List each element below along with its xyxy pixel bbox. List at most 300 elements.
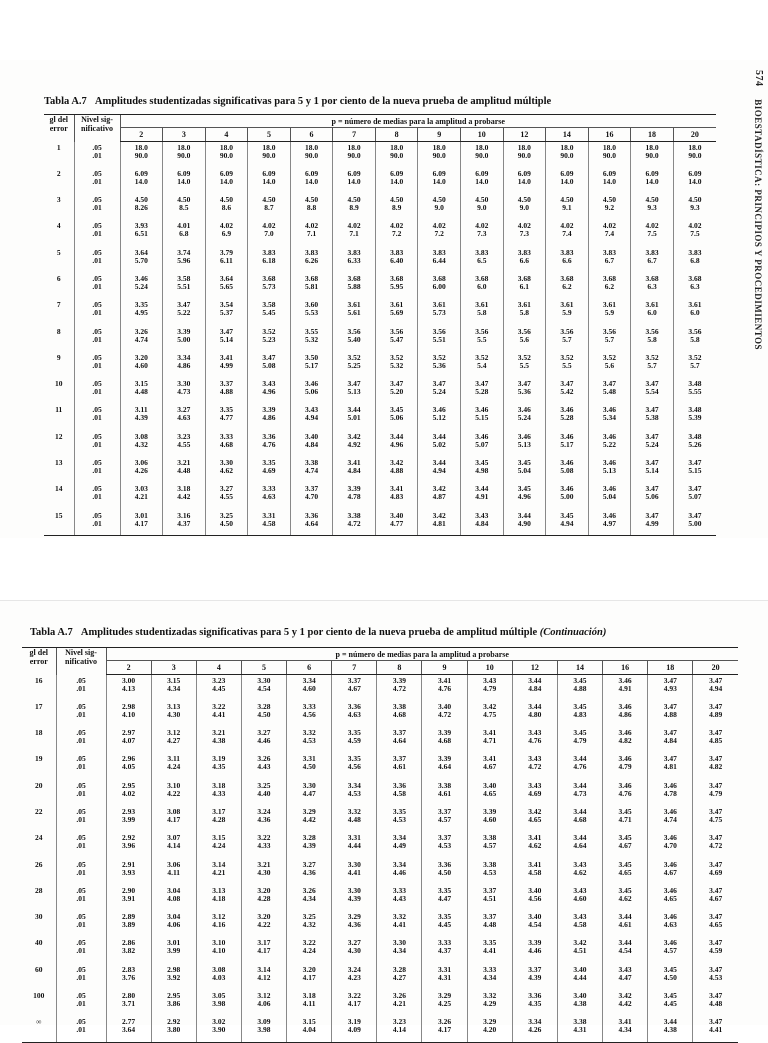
table-caption: Amplitudes studentizadas significativas para 5 y 1 por ciento de la nueva prueba de amplitud múltiple bbox=[94, 96, 552, 107]
value-pair bbox=[674, 299, 716, 317]
value-01: 6.0 bbox=[477, 281, 487, 291]
value-pair bbox=[248, 273, 290, 291]
level-value: .01 bbox=[76, 709, 86, 719]
value-05: 3.43 bbox=[573, 885, 587, 895]
value-pair bbox=[242, 780, 286, 798]
value-01: 8.9 bbox=[349, 203, 359, 213]
value-cell bbox=[603, 701, 648, 727]
value-01: 4.48 bbox=[709, 999, 723, 1009]
value-cell bbox=[333, 510, 376, 536]
value-cell bbox=[557, 727, 602, 753]
value-05: 3.44 bbox=[573, 780, 587, 790]
value-cell bbox=[557, 885, 602, 911]
value-pair bbox=[558, 911, 602, 929]
value-05: 3.56 bbox=[390, 326, 404, 336]
value-05: 3.30 bbox=[302, 780, 316, 790]
value-05: 3.52 bbox=[262, 326, 276, 336]
value-01: 5.02 bbox=[432, 439, 446, 449]
level-cell bbox=[74, 510, 120, 536]
value-pair bbox=[333, 378, 375, 396]
value-cell bbox=[588, 299, 631, 325]
value-01: 4.17 bbox=[437, 1025, 452, 1035]
value-cell bbox=[375, 431, 418, 457]
value-05: 3.47 bbox=[262, 352, 276, 362]
value-01: 4.59 bbox=[347, 736, 361, 746]
value-05: 3.27 bbox=[302, 859, 316, 869]
level-pair bbox=[75, 483, 120, 501]
value-05: 6.09 bbox=[262, 168, 276, 178]
value-01: 4.82 bbox=[618, 736, 632, 746]
value-05: 18.0 bbox=[390, 143, 404, 152]
value-pair bbox=[197, 806, 241, 824]
value-01: 4.12 bbox=[257, 972, 271, 982]
value-pair bbox=[513, 859, 557, 877]
value-pair bbox=[422, 859, 466, 877]
value-cell bbox=[467, 780, 512, 806]
value-01: 4.88 bbox=[390, 466, 404, 476]
value-01: 4.94 bbox=[709, 684, 723, 693]
value-01: 5.07 bbox=[475, 439, 489, 449]
table-row bbox=[44, 247, 716, 273]
level-cell bbox=[56, 806, 106, 832]
value-01: 7.2 bbox=[434, 229, 444, 239]
value-pair bbox=[461, 299, 503, 317]
value-cell bbox=[503, 457, 546, 483]
value-pair bbox=[287, 990, 331, 1008]
df-cell bbox=[22, 780, 56, 806]
value-pair bbox=[418, 378, 460, 396]
value-01: 5.7 bbox=[647, 360, 657, 370]
value-pair bbox=[242, 727, 286, 745]
value-cell bbox=[375, 299, 418, 325]
value-cell bbox=[196, 937, 241, 963]
value-01: 4.99 bbox=[219, 360, 233, 370]
value-pair bbox=[197, 753, 241, 771]
value-pair bbox=[377, 885, 421, 903]
value-05: 3.38 bbox=[437, 780, 452, 790]
value-05: 3.36 bbox=[304, 510, 319, 520]
value-05: 3.13 bbox=[167, 701, 181, 711]
value-pair bbox=[422, 675, 466, 693]
value-01: 5.08 bbox=[560, 466, 574, 476]
value-01: 4.33 bbox=[212, 788, 226, 798]
value-05: 3.34 bbox=[177, 352, 191, 362]
value-pair bbox=[603, 937, 647, 955]
level-cell bbox=[74, 247, 120, 273]
value-01: 4.53 bbox=[347, 788, 361, 798]
value-cell bbox=[557, 806, 602, 832]
value-01: 4.48 bbox=[483, 920, 497, 930]
value-cell bbox=[422, 727, 467, 753]
value-cell bbox=[290, 378, 333, 404]
value-01: 5.51 bbox=[432, 334, 446, 344]
value-cell bbox=[205, 352, 248, 378]
value-pair bbox=[152, 911, 196, 929]
value-01: 5.23 bbox=[262, 334, 276, 344]
level-value: .05 bbox=[92, 221, 102, 231]
level-value: .05 bbox=[92, 300, 102, 310]
value-01: 6.26 bbox=[304, 255, 319, 265]
value-cell bbox=[546, 457, 589, 483]
value-pair bbox=[513, 780, 557, 798]
value-cell bbox=[106, 675, 151, 701]
value-cell bbox=[106, 1016, 151, 1042]
df-cell bbox=[22, 1016, 56, 1042]
value-05: 3.46 bbox=[618, 701, 632, 711]
value-01: 5.13 bbox=[602, 466, 617, 476]
value-pair bbox=[631, 273, 673, 291]
value-cell bbox=[287, 911, 332, 937]
value-01: 4.17 bbox=[257, 946, 271, 956]
table-row bbox=[22, 911, 738, 937]
value-cell bbox=[546, 378, 589, 404]
value-pair bbox=[648, 937, 692, 955]
value-cell bbox=[375, 352, 418, 378]
value-05: 3.47 bbox=[709, 991, 723, 1001]
value-pair bbox=[418, 352, 460, 370]
value-05: 3.39 bbox=[437, 728, 452, 738]
value-cell bbox=[248, 378, 291, 404]
value-05: 3.47 bbox=[709, 1017, 723, 1027]
value-pair bbox=[693, 885, 738, 903]
value-01: 4.70 bbox=[663, 841, 677, 851]
df-cell bbox=[44, 273, 74, 299]
value-01: 90.0 bbox=[688, 151, 702, 160]
value-cell bbox=[377, 780, 422, 806]
value-pair bbox=[422, 753, 466, 771]
value-05: 3.52 bbox=[645, 352, 659, 362]
value-cell bbox=[673, 404, 716, 430]
value-pair bbox=[674, 510, 716, 528]
value-pair bbox=[291, 168, 333, 186]
value-pair bbox=[589, 247, 631, 265]
value-05: 3.17 bbox=[212, 806, 226, 816]
value-cell bbox=[418, 194, 461, 220]
value-cell bbox=[418, 352, 461, 378]
value-cell bbox=[503, 299, 546, 325]
value-05: 3.39 bbox=[177, 326, 191, 336]
value-05: 3.10 bbox=[212, 938, 226, 948]
value-05: 3.46 bbox=[663, 912, 677, 922]
value-05: 18.0 bbox=[347, 143, 361, 152]
value-01: 4.61 bbox=[392, 762, 406, 772]
value-pair bbox=[163, 220, 205, 238]
value-pair bbox=[291, 510, 333, 528]
value-05: 3.41 bbox=[528, 833, 542, 843]
value-05: 3.40 bbox=[573, 964, 587, 974]
value-01: 4.73 bbox=[177, 387, 191, 397]
value-pair bbox=[648, 780, 692, 798]
df-cell bbox=[44, 299, 74, 325]
value-05: 3.79 bbox=[219, 247, 233, 257]
value-cell bbox=[631, 483, 674, 509]
value-01: 4.54 bbox=[257, 684, 271, 693]
value-pair bbox=[546, 483, 588, 501]
header-p-value: 8 bbox=[377, 661, 422, 675]
value-cell bbox=[512, 1016, 557, 1042]
value-01: 6.18 bbox=[262, 255, 276, 265]
value-pair bbox=[376, 457, 418, 475]
value-01: 6.2 bbox=[604, 281, 615, 291]
value-05: 2.98 bbox=[122, 701, 136, 711]
value-pair bbox=[603, 727, 647, 745]
value-05: 3.44 bbox=[618, 938, 632, 948]
value-01: 5.17 bbox=[560, 439, 574, 449]
value-01: 4.25 bbox=[437, 999, 452, 1009]
value-cell bbox=[151, 885, 196, 911]
value-pair bbox=[333, 352, 375, 370]
value-05: 4.50 bbox=[304, 195, 319, 205]
value-cell bbox=[106, 937, 151, 963]
value-cell bbox=[151, 832, 196, 858]
df-value: 5 bbox=[56, 247, 61, 257]
value-pair bbox=[648, 675, 692, 693]
value-pair bbox=[332, 806, 376, 824]
value-cell bbox=[290, 142, 333, 168]
value-01: 4.42 bbox=[302, 814, 316, 824]
value-cell bbox=[205, 326, 248, 352]
value-cell bbox=[603, 885, 648, 911]
value-01: 5.42 bbox=[560, 387, 574, 397]
value-05: 3.39 bbox=[262, 405, 276, 415]
value-01: 4.43 bbox=[392, 893, 406, 903]
value-05: 3.26 bbox=[134, 326, 148, 336]
value-cell bbox=[241, 753, 286, 779]
value-01: 5.25 bbox=[347, 360, 361, 370]
df-cell bbox=[22, 753, 56, 779]
value-cell bbox=[377, 727, 422, 753]
value-05: 3.08 bbox=[167, 806, 181, 816]
value-05: 3.39 bbox=[483, 806, 497, 816]
value-05: 3.35 bbox=[347, 728, 361, 738]
value-pair bbox=[546, 404, 588, 422]
value-05: 3.33 bbox=[392, 885, 406, 895]
value-cell bbox=[461, 457, 504, 483]
page-top bbox=[0, 60, 768, 538]
df-cell bbox=[22, 937, 56, 963]
level-pair bbox=[75, 168, 120, 186]
level-cell bbox=[74, 457, 120, 483]
value-pair bbox=[558, 885, 602, 903]
level-cell bbox=[74, 378, 120, 404]
value-05: 3.41 bbox=[618, 1017, 632, 1027]
value-01: 4.81 bbox=[663, 762, 677, 772]
value-05: 3.61 bbox=[347, 300, 361, 310]
value-cell bbox=[648, 780, 693, 806]
value-01: 14.0 bbox=[304, 176, 319, 186]
value-cell bbox=[673, 457, 716, 483]
value-01: 5.07 bbox=[688, 492, 702, 502]
value-05: 3.09 bbox=[257, 1017, 271, 1027]
value-pair bbox=[287, 885, 331, 903]
value-01: 4.41 bbox=[483, 946, 497, 956]
value-01: 4.30 bbox=[257, 867, 271, 877]
value-01: 4.37 bbox=[437, 946, 452, 956]
df-value: 9 bbox=[56, 352, 61, 362]
value-cell bbox=[693, 885, 738, 911]
value-05: 3.40 bbox=[437, 701, 452, 711]
value-05: 4.02 bbox=[304, 221, 319, 231]
value-cell bbox=[120, 273, 163, 299]
value-pair bbox=[287, 832, 331, 850]
value-cell bbox=[290, 352, 333, 378]
value-pair bbox=[418, 273, 460, 291]
value-pair bbox=[291, 431, 333, 449]
value-05: 3.29 bbox=[302, 806, 316, 816]
value-cell bbox=[546, 142, 589, 168]
table-row bbox=[44, 352, 716, 378]
value-pair bbox=[558, 964, 602, 982]
value-05: 3.83 bbox=[262, 247, 276, 257]
table-caption: Amplitudes studentizadas significativas para 5 y 1 por ciento de la nueva prueba de amplitud múltiple bbox=[80, 627, 538, 638]
value-pair bbox=[332, 701, 376, 719]
value-05: 4.50 bbox=[134, 195, 148, 205]
level-value: .01 bbox=[92, 518, 102, 528]
value-pair bbox=[206, 168, 248, 186]
value-cell bbox=[512, 937, 557, 963]
value-pair bbox=[333, 273, 375, 291]
value-pair bbox=[291, 378, 333, 396]
value-01: 5.28 bbox=[475, 387, 489, 397]
value-cell bbox=[151, 753, 196, 779]
value-01: 4.56 bbox=[302, 709, 316, 719]
value-01: 5.24 bbox=[134, 281, 148, 291]
level-value: .01 bbox=[76, 841, 86, 851]
value-pair bbox=[206, 273, 248, 291]
value-cell bbox=[418, 273, 461, 299]
value-01: 4.22 bbox=[257, 920, 271, 930]
value-pair bbox=[121, 352, 163, 370]
value-cell bbox=[603, 832, 648, 858]
value-cell bbox=[588, 457, 631, 483]
value-cell bbox=[196, 885, 241, 911]
value-cell bbox=[196, 911, 241, 937]
value-cell bbox=[287, 964, 332, 990]
value-cell bbox=[693, 727, 738, 753]
value-01: 4.17 bbox=[347, 999, 361, 1009]
value-cell bbox=[603, 727, 648, 753]
value-pair bbox=[377, 990, 421, 1008]
level-pair bbox=[57, 937, 106, 955]
value-pair bbox=[648, 885, 692, 903]
level-value: .05 bbox=[92, 142, 102, 152]
value-cell bbox=[422, 990, 467, 1016]
value-cell bbox=[120, 220, 163, 246]
value-01: 5.6 bbox=[519, 334, 530, 344]
value-01: 4.96 bbox=[262, 387, 276, 397]
value-cell bbox=[248, 457, 291, 483]
value-pair bbox=[504, 431, 546, 449]
value-05: 3.48 bbox=[688, 379, 702, 389]
value-05: 3.45 bbox=[573, 728, 587, 738]
page-gap bbox=[0, 538, 768, 600]
value-05: 3.44 bbox=[663, 1017, 677, 1027]
value-01: 90.0 bbox=[432, 151, 446, 160]
value-01: 4.13 bbox=[122, 684, 136, 693]
value-cell bbox=[377, 937, 422, 963]
value-cell bbox=[693, 911, 738, 937]
value-05: 3.13 bbox=[212, 885, 226, 895]
value-01: 4.07 bbox=[122, 736, 136, 746]
value-cell bbox=[588, 352, 631, 378]
value-pair bbox=[332, 675, 376, 693]
header-p-value: 10 bbox=[467, 661, 512, 675]
value-pair bbox=[107, 675, 151, 693]
value-01: 4.64 bbox=[392, 736, 406, 746]
value-05: 3.12 bbox=[212, 912, 226, 922]
df-cell bbox=[44, 510, 74, 536]
table-row bbox=[22, 753, 738, 779]
header-level: Nivel sig- nificativo bbox=[56, 648, 106, 675]
value-cell bbox=[287, 701, 332, 727]
value-05: 3.44 bbox=[528, 676, 542, 685]
value-pair bbox=[121, 168, 163, 186]
value-01: 4.34 bbox=[392, 946, 406, 956]
table-row bbox=[44, 378, 716, 404]
value-cell bbox=[332, 727, 377, 753]
value-01: 4.34 bbox=[167, 684, 181, 693]
value-cell bbox=[467, 832, 512, 858]
value-pair bbox=[248, 510, 290, 528]
value-pair bbox=[504, 194, 546, 212]
value-01: 4.38 bbox=[212, 736, 226, 746]
value-05: 3.61 bbox=[390, 300, 404, 310]
value-cell bbox=[648, 727, 693, 753]
value-05: 18.0 bbox=[560, 143, 574, 152]
value-01: 4.09 bbox=[347, 1025, 361, 1035]
value-01: 4.34 bbox=[618, 1025, 632, 1035]
value-pair bbox=[648, 859, 692, 877]
value-pair bbox=[163, 352, 205, 370]
value-05: 3.47 bbox=[645, 431, 659, 441]
value-01: 4.53 bbox=[302, 736, 316, 746]
value-pair bbox=[248, 142, 290, 160]
value-05: 18.0 bbox=[475, 143, 489, 152]
value-pair bbox=[422, 911, 466, 929]
value-01: 90.0 bbox=[262, 151, 276, 160]
value-cell bbox=[467, 859, 512, 885]
value-cell bbox=[163, 510, 206, 536]
value-pair bbox=[152, 753, 196, 771]
value-01: 4.86 bbox=[618, 709, 632, 719]
value-cell bbox=[375, 220, 418, 246]
value-cell bbox=[120, 378, 163, 404]
value-01: 4.71 bbox=[618, 814, 632, 824]
value-cell bbox=[512, 911, 557, 937]
value-05: 3.36 bbox=[392, 780, 406, 790]
value-pair bbox=[589, 299, 631, 317]
value-cell bbox=[196, 727, 241, 753]
level-value: .01 bbox=[92, 334, 102, 344]
value-01: 4.39 bbox=[134, 413, 148, 423]
value-01: 3.98 bbox=[212, 999, 226, 1009]
value-pair bbox=[631, 299, 673, 317]
value-05: 2.97 bbox=[122, 728, 136, 738]
value-pair bbox=[422, 937, 466, 955]
df-cell bbox=[44, 326, 74, 352]
value-01: 4.98 bbox=[475, 466, 489, 476]
value-05: 3.40 bbox=[483, 780, 497, 790]
value-cell bbox=[196, 806, 241, 832]
value-05: 4.02 bbox=[475, 221, 489, 231]
value-cell bbox=[648, 832, 693, 858]
value-cell bbox=[503, 483, 546, 509]
value-pair bbox=[648, 1016, 692, 1034]
level-cell bbox=[74, 273, 120, 299]
level-value: .01 bbox=[92, 176, 102, 186]
value-cell bbox=[241, 990, 286, 1016]
value-05: 3.35 bbox=[437, 912, 452, 922]
